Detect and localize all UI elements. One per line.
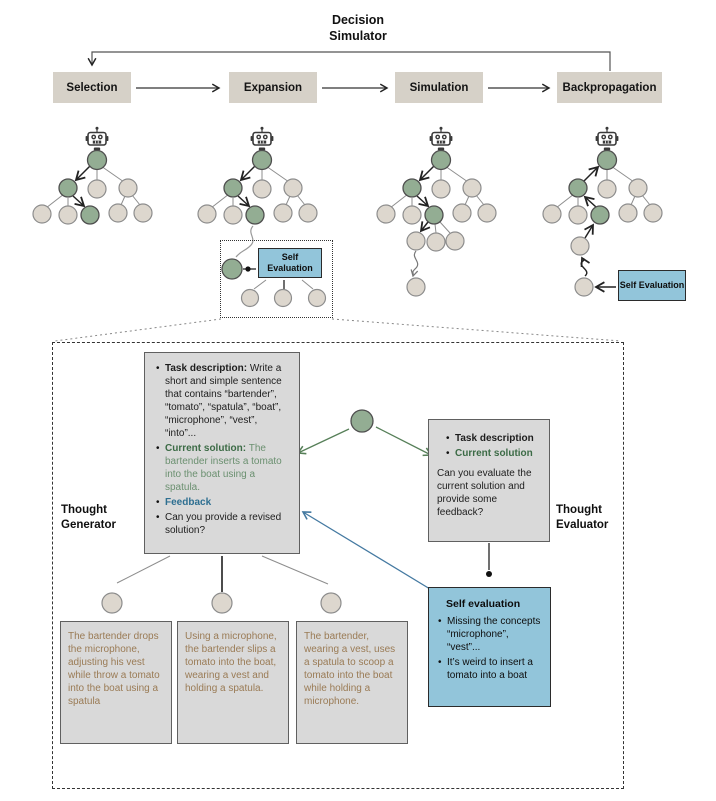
robot-icon [251, 127, 274, 151]
expansion-self-evaluation-box: Self Evaluation [258, 248, 322, 278]
simulation-tree [377, 151, 496, 297]
candidate-box-3: The bartender, wearing a vest, uses a spatula to scoop a tomato into the boat while holding a microphone. [296, 621, 408, 744]
simulation-rollout-squiggle [413, 251, 418, 276]
candidate-box-1: The bartender drops the microphone, adjusting his vest while throw a tomato into the boat using a spatula [60, 621, 172, 744]
phase-backpropagation: Backpropagation [557, 72, 662, 103]
thought-generator-prompt [144, 352, 300, 554]
phase-simulation: Simulation [395, 72, 483, 103]
thought-generator-label: Thought Generator [61, 504, 116, 531]
backprop-self-evaluation-box: Self Evaluation [618, 270, 686, 301]
prompt-item: • Current solution [445, 447, 541, 460]
evaluator-question: Can you evaluate the current solution and provide some feedback? [437, 468, 532, 518]
thought-evaluator-prompt [428, 419, 550, 542]
robot-icon [430, 127, 453, 151]
self-evaluation-panel [428, 587, 551, 707]
prompt-item: • Task description: Write a short and simple sentence that contains “bartender”, “tomato”, “spatula”, “boat”, “microphone”, “vest”, “into”... [155, 362, 289, 440]
self-eval-item: • Missing the concepts “microphone”, “vest”... [437, 615, 542, 654]
candidate-box-2: Using a microphone, the bartender slips a tomato into the boat, wearing a vest and holding a spatula. [177, 621, 289, 744]
prompt-item: • Can you provide a revised solution? [155, 511, 289, 537]
expansion-callout-nodes [55, 259, 621, 341]
self-eval-item: • It’s weird to insert a tomato into a boat [437, 656, 542, 682]
backprop-to-selection-loop-arrow [92, 52, 610, 71]
robot-icon [86, 127, 109, 151]
phase-expansion: Expansion [229, 72, 317, 103]
phase-selection: Selection [53, 72, 131, 103]
robot-icon [596, 127, 619, 151]
backprop-squiggle-arrow [581, 258, 587, 276]
selection-tree [33, 151, 152, 225]
prompt-item: • Task description [445, 432, 541, 445]
self-evaluation-title: Self evaluation [446, 598, 521, 610]
thought-evaluator-label: Thought Evaluator [556, 504, 609, 531]
prompt-item: • Feedback [155, 496, 289, 509]
page-title: Decision Simulator [329, 13, 387, 43]
prompt-item: • Current solution: The bartender inserts a tomato into the boat using a spatula. [155, 442, 289, 494]
